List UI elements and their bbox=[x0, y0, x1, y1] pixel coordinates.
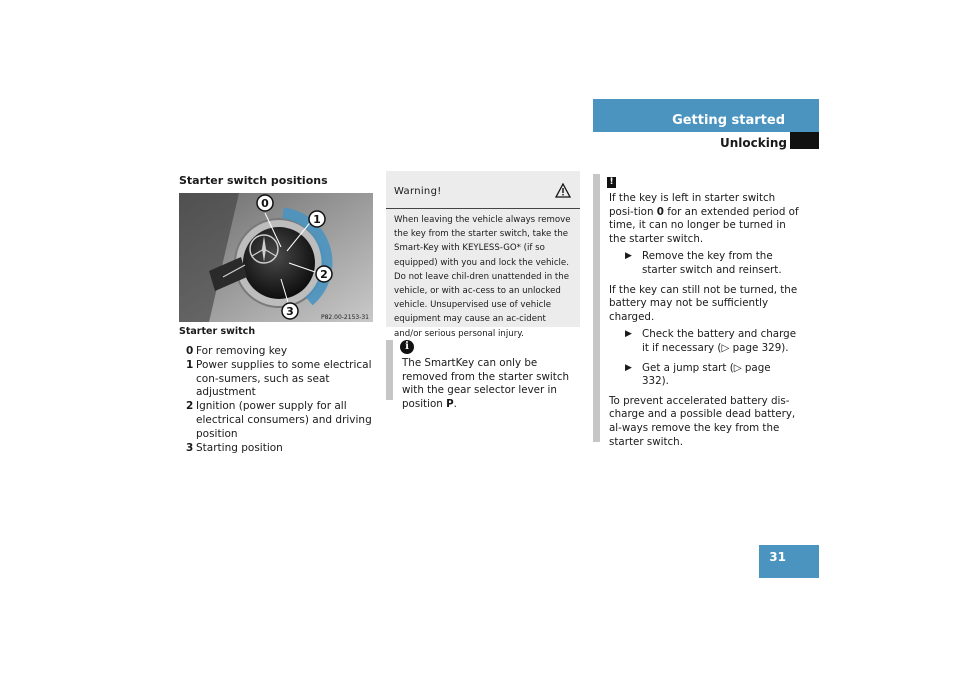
svg-text:0: 0 bbox=[261, 197, 269, 210]
bullet-arrow-icon: ▶ bbox=[625, 251, 632, 262]
warning-triangle-icon bbox=[555, 183, 571, 202]
caution-note bbox=[593, 174, 803, 448]
note-text bbox=[609, 192, 799, 453]
header-band bbox=[593, 99, 819, 132]
starter-switch-heading: Starter switch positions bbox=[179, 174, 328, 187]
legend-item: 3 Starting position bbox=[186, 441, 283, 454]
svg-text:3: 3 bbox=[286, 305, 294, 318]
subsection-title: Unlocking bbox=[720, 136, 787, 150]
warning-box bbox=[386, 171, 580, 339]
note-bullet: ▶ Check the battery and charge it if necessary (▷ page 329). bbox=[625, 328, 797, 354]
warning-divider bbox=[386, 208, 580, 209]
subsection-header bbox=[593, 132, 819, 152]
bullet-arrow-icon: ▶ bbox=[625, 329, 632, 340]
legend-item: 1 Power supplies to some electrical con-sumers, such as seat adjustment bbox=[186, 358, 372, 399]
legend-item: 0 For removing key bbox=[186, 345, 288, 357]
photo-caption: Starter switch bbox=[179, 326, 256, 337]
photo-code: P82.00-2153-31 bbox=[320, 314, 369, 321]
note-bar bbox=[593, 174, 600, 442]
info-text: The SmartKey can only be removed from the starter switch with the gear selector lever in position P. bbox=[402, 357, 570, 410]
svg-text:2: 2 bbox=[320, 268, 328, 281]
position-legend bbox=[186, 345, 386, 455]
starter-switch-illustration bbox=[179, 193, 373, 322]
exclamation-icon: ! bbox=[607, 177, 616, 188]
bullet-arrow-icon: ▶ bbox=[625, 362, 632, 373]
info-note bbox=[386, 340, 580, 410]
info-icon: i bbox=[400, 340, 414, 354]
note-paragraph: If the key is left in starter switch posi-tion 0 for an extended period of time, it can no longer be turned in the starter switch. bbox=[609, 192, 799, 245]
starter-switch-photo bbox=[179, 193, 373, 322]
info-bar bbox=[386, 340, 393, 400]
svg-text:1: 1 bbox=[313, 213, 321, 226]
subsection-marker bbox=[790, 132, 819, 149]
warning-heading: Warning! bbox=[394, 186, 442, 197]
legend-item: 2 Ignition (power supply for all electrical consumers) and driving position bbox=[186, 400, 372, 440]
note-paragraph: If the key can still not be turned, the battery may not be sufficiently charged. bbox=[609, 283, 798, 323]
warning-text: When leaving the vehicle always remove the key from the starter switch, take the Smart-Key with KEYLESS-GO* (if so equipped) with you and lock the vehicle. Do not leave chil-dren unattended in the vehicle, or with ac-cess to an unlocked vehicle. Unsupervised use of vehicle equipment may cause an ac-cident and/or serious personal injury. bbox=[394, 215, 571, 339]
section-title: Getting started bbox=[672, 113, 785, 128]
page-number-tab bbox=[759, 545, 819, 578]
note-bullet: ▶ Remove the key from the starter switch and reinsert. bbox=[625, 250, 782, 276]
note-bullet: ▶ Get a jump start (▷ page 332). bbox=[625, 361, 771, 388]
note-paragraph: To prevent accelerated battery dis-charge and a possible dead battery, al-ways remove the key from the starter switch. bbox=[609, 394, 796, 448]
page-number: 31 bbox=[769, 550, 786, 564]
